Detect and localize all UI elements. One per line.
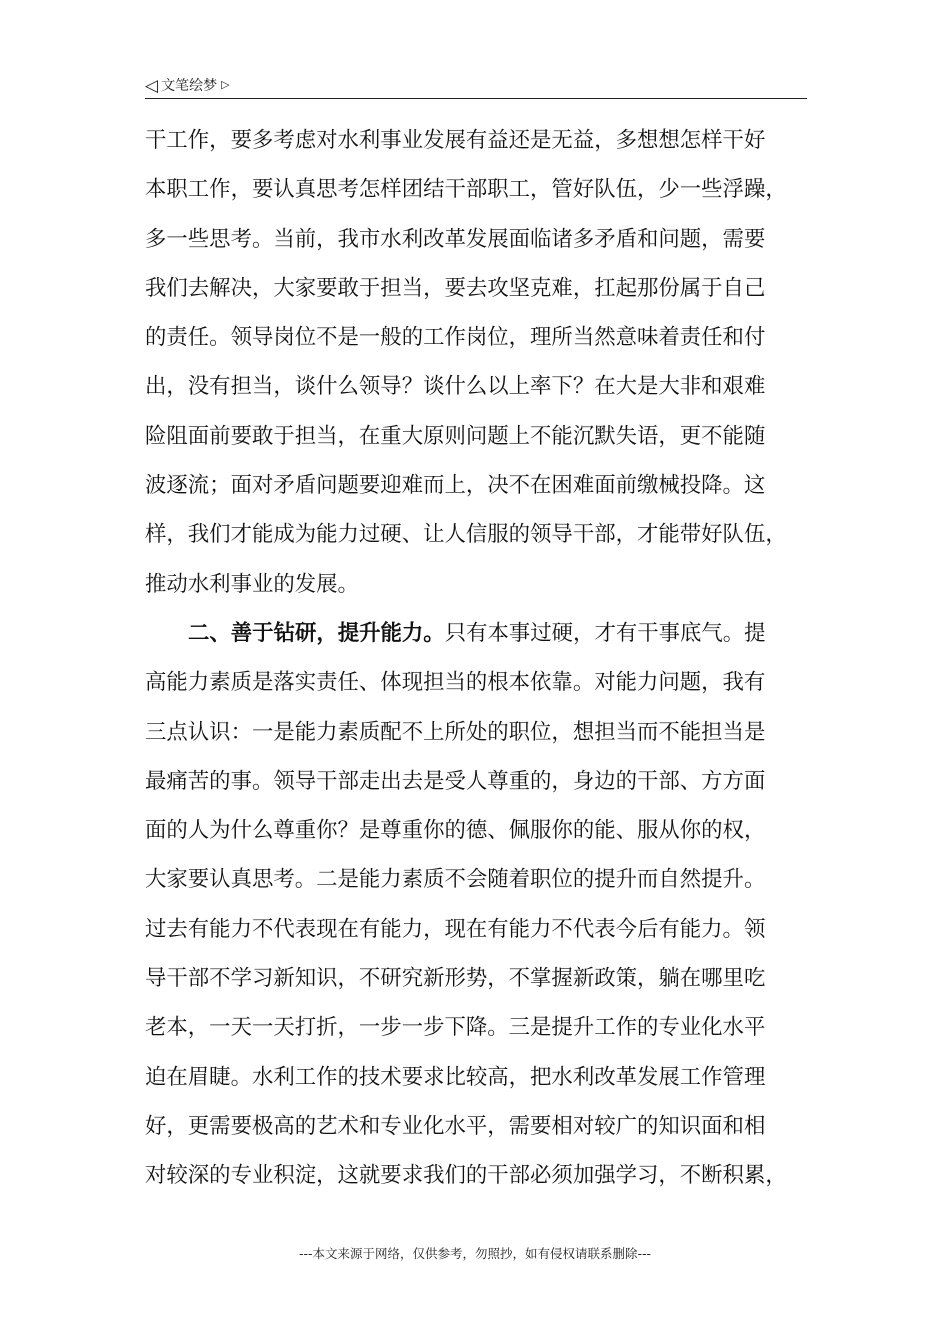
triangle-left-icon: ◁: [145, 76, 159, 96]
paragraph-2: [145, 609, 813, 1201]
header-title: 文笔绘梦: [161, 78, 218, 94]
text-line: 迫在眉睫。水利工作的技术要求比较高，把水利改革发展工作管理: [145, 1064, 766, 1090]
paragraph-1: [145, 116, 813, 609]
text-line: 好，更需要极高的艺术和专业化水平，需要相对较广的知识面和相: [145, 1113, 766, 1139]
text-line: [145, 609, 813, 658]
triangle-right-icon: ▷: [221, 78, 230, 91]
text-line: 大家要认真思考。二是能力素质不会随着职位的提升而自然提升。: [145, 867, 766, 893]
text-line: 高能力素质是落实责任、体现担当的根本依靠。对能力问题，我有: [145, 670, 766, 696]
text-line: 干工作，要多考虑对水利事业发展有益还是无益，多想想怎样干好: [145, 128, 766, 153]
text-line: 过去有能力不代表现在有能力，现在有能力不代表今后有能力。领: [145, 916, 766, 942]
text-line: 的责任。领导岗位不是一般的工作岗位，理所当然意味着责任和付: [145, 325, 766, 351]
text-line: 推动水利事业的发展。: [145, 571, 359, 597]
text-line: 三点认识：一是能力素质配不上所处的职位，想担当而不能担当是: [145, 719, 766, 745]
text-line: 波逐流；面对矛盾问题要迎难而上，决不在困难面前缴械投降。这: [145, 473, 766, 499]
document-body: [145, 116, 813, 1201]
page-footer: ---本文来源于网络，仅供参考，勿照抄，如有侵权请联系删除---: [298, 1246, 652, 1261]
text-line: 最痛苦的事。领导干部走出去是受人尊重的，身边的干部、方方面: [145, 768, 766, 794]
text-line: 我们去解决，大家要敢于担当，要去攻坚克难，扛起那份属于自己: [145, 275, 766, 301]
section-heading: 二、善于钻研，提升能力。: [188, 620, 445, 646]
text-line: 出，没有担当，谈什么领导？谈什么以上率下？在大是大非和艰难: [145, 374, 766, 400]
text-line: 导干部不学习新知识，不研究新形势，不掌握新政策，躺在哪里吃: [145, 966, 766, 992]
text-line: 样，我们才能成为能力过硬、让人信服的领导干部，才能带好队伍，: [145, 522, 787, 548]
text-line: 险阻面前要敢于担当，在重大原则问题上不能沉默失语，更不能随: [145, 423, 766, 449]
heading-continuation: 只有本事过硬，才有干事底气。提: [444, 620, 766, 646]
text-line: 老本，一天一天打折，一步一步下降。三是提升工作的专业化水平: [145, 1015, 766, 1041]
text-line: 面的人为什么尊重你？是尊重你的德、佩服你的能、服从你的权，: [145, 818, 766, 844]
text-line: 多一些思考。当前，我市水利改革发展面临诸多矛盾和问题，需要: [145, 226, 766, 252]
page-header: [145, 74, 807, 99]
text-line: 对较深的专业积淀，这就要求我们的干部必须加强学习，不断积累，: [145, 1163, 787, 1189]
text-line: 本职工作，要认真思考怎样团结干部职工，管好队伍，少一些浮躁，: [145, 177, 787, 203]
